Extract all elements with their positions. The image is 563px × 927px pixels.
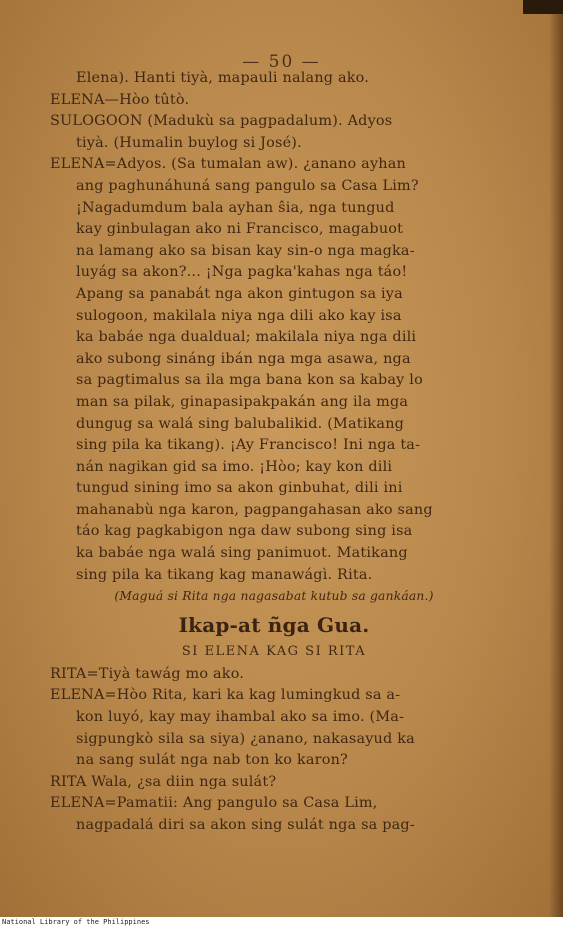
- text-line: sing pila ka tikang). ¡Ay Francisco! Ini nga ta-: [76, 437, 421, 454]
- text-line: ka babáe nga walá sing panimuot. Matikang: [76, 545, 408, 562]
- text-line: na lamang ako sa bisan kay sin-o nga magka-: [76, 242, 415, 259]
- text-line: ako subong sináng ibán nga mga asawa, nga: [76, 350, 411, 367]
- text-line: mahanabù nga karon, pagpangahasan ako sang: [76, 501, 433, 518]
- text-line: ELENA=Pamatii: Ang pangulo sa Casa Lim,: [50, 795, 378, 812]
- page-text: [50, 68, 498, 837]
- text-line: luyág sa akon?... ¡Nga pagka'kahas nga táo!: [76, 264, 408, 281]
- text-line: ka babáe nga dualdual; makilala niya nga dili: [76, 329, 417, 346]
- text-line: nagpadalá diri sa akon sing sulát nga sa pag-: [76, 817, 415, 833]
- library-footer: National Library of the Philippines: [2, 918, 150, 926]
- text-line: kon luyó, kay may ihambal ako sa imo. (Ma-: [76, 709, 405, 726]
- text-line: kay ginbulagan ako ni Francisco, magabuot: [76, 221, 404, 238]
- text-line: Elena). Hanti tiyà, mapauli nalang ako.: [76, 70, 370, 86]
- text-line: na sang sulát nga nab ton ko karon?: [76, 752, 348, 769]
- page-edge-shadow: [549, 0, 563, 917]
- text-line: sa pagtimalus sa ila mga bana kon sa kabay lo: [76, 372, 423, 389]
- text-line: ¡Nagadumdum bala ayhan ŝia, nga tungud: [76, 199, 395, 216]
- text-line: dungug sa walá sing balubalikid. (Matikang: [76, 415, 405, 432]
- text-line: nán nagikan gid sa imo. ¡Hòo; kay kon dili: [76, 458, 393, 475]
- text-line: ELENA=Hòo Rita, kari ka kag lumingkud sa a-: [50, 687, 401, 704]
- text-line: man sa pilak, ginapasipakpakán ang ila mga: [76, 393, 409, 410]
- text-line: tungud sining imo sa akon ginbuhat, dili ini: [76, 480, 403, 497]
- stage-direction: (Maguá si Rita nga nagasabat kutub sa gankáan.): [114, 589, 434, 604]
- text-line: táo kag pagkabigon nga daw subong sing isa: [76, 523, 413, 540]
- dialogue-block-2: [50, 664, 498, 837]
- text-line: ang paghunáhuná sang pangulo sa Casa Lim?: [76, 177, 419, 194]
- text-line: RITA=Tiyà tawág mo ako.: [50, 665, 245, 682]
- scene-subheading: SI ELENA KAG SI RITA: [181, 643, 367, 659]
- text-line: tiyà. (Humalin buylog si José).: [76, 134, 302, 151]
- text-line: ELENA=Adyos. (Sa tumalan aw). ¿anano ayhan: [50, 156, 407, 173]
- text-line: RITA Wala, ¿sa diin nga sulát?: [50, 773, 277, 790]
- text-line: sulogoon, makilala niya nga dili ako kay isa: [76, 307, 402, 324]
- text-line: ELENA—Hòo tûtò.: [50, 91, 190, 108]
- page-corner: [523, 0, 563, 14]
- text-line: SULOGOON (Madukù sa pagpadalum). Adyos: [50, 113, 393, 130]
- text-line: sing pila ka tikang kag manawágì. Rita.: [76, 566, 373, 583]
- text-line: sigpungkò sila sa siya) ¿anano, nakasayud ka: [76, 730, 415, 747]
- dialogue-block-1: [50, 68, 498, 586]
- scene-heading: Ikap-at ñga Gua.: [178, 612, 370, 637]
- text-line: Apang sa panabát nga akon gintugon sa iya: [76, 285, 403, 302]
- page-number: — 50 —: [242, 52, 321, 72]
